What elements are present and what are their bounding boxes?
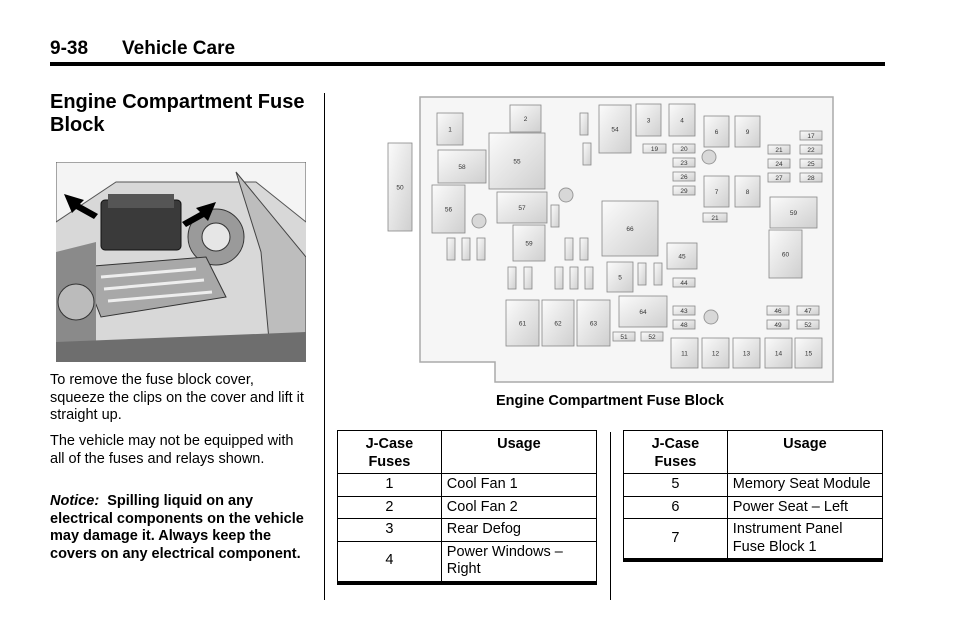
fuse-slot-label: 24	[775, 161, 783, 168]
fuse-number: 7	[624, 519, 728, 561]
fuse-slot-label: 29	[680, 188, 688, 195]
fuse-number: 1	[338, 474, 442, 497]
page-header	[50, 38, 235, 60]
fuse-slot-label: 48	[680, 322, 688, 329]
fuse-slot	[768, 173, 790, 182]
notice-label: Notice:	[50, 493, 100, 509]
fuse-slot	[768, 159, 790, 168]
fuse-usage: Instrument Panel Fuse Block 1	[727, 519, 882, 561]
fuse-slot-label: 26	[680, 174, 688, 181]
fuse-slot	[704, 176, 729, 207]
fuse-slot	[735, 176, 760, 207]
fuse-table-1	[337, 430, 597, 585]
fuse-number: 4	[338, 541, 442, 583]
fuse-slot-label: 54	[611, 126, 619, 134]
fuse-number: 5	[624, 474, 728, 497]
mini-fuse	[524, 267, 532, 289]
fuse-slot-label: 4	[680, 117, 684, 125]
fuse-slot-label: 22	[807, 147, 815, 154]
header-fuse: J-Case Fuses	[338, 431, 442, 474]
table-row	[338, 496, 597, 519]
fuse-slot	[599, 105, 631, 153]
fuse-slot	[673, 306, 695, 315]
fuse-slot	[613, 332, 635, 341]
fuse-slot-label: 25	[807, 161, 815, 168]
fuse-slot	[795, 338, 822, 368]
mini-fuse	[555, 267, 563, 289]
fuse-slot	[767, 306, 789, 315]
fuse-slot-label: 23	[680, 160, 688, 167]
fuse-slot-label: 50	[396, 184, 404, 192]
fuse-slot-label: 47	[804, 308, 812, 315]
fuse-slot-label: 9	[745, 129, 750, 136]
diagram-caption: Engine Compartment Fuse Block	[495, 393, 724, 409]
fuse-slot	[704, 116, 729, 147]
fuse-slot	[542, 300, 574, 346]
fuse-slot	[770, 197, 817, 228]
fuse-slot-label: 46	[774, 308, 782, 315]
fuse-slot-label: 63	[589, 320, 598, 328]
fuse-slot	[602, 201, 658, 256]
fuse-slot-label: 20	[680, 146, 688, 153]
mini-fuse	[477, 238, 485, 260]
fuse-slot	[765, 338, 792, 368]
fuse-number: 2	[338, 496, 442, 519]
mini-fuse	[508, 267, 516, 289]
fuse-slot-label: 21	[711, 215, 719, 222]
section-title: Vehicle Care	[122, 38, 236, 59]
fuse-slot	[607, 262, 633, 292]
mini-fuse	[580, 238, 588, 260]
fuse-slot-label: 66	[626, 226, 634, 233]
fuse-slot-label: 13	[742, 350, 751, 358]
fuse-slot-label: 1	[448, 126, 452, 134]
fuse-slot	[667, 243, 697, 269]
fuse-slot	[497, 192, 547, 223]
page-number: 9-38	[50, 38, 89, 59]
fuse-slot	[669, 104, 695, 136]
fuse-slot	[735, 116, 760, 147]
fuse-slot-label: 3	[646, 117, 651, 125]
fuse-slot-label: 52	[804, 322, 812, 329]
fuse-slot	[432, 185, 465, 233]
table-row	[338, 519, 597, 542]
fuse-slot-label: 62	[554, 320, 562, 328]
mini-fuse	[447, 238, 455, 260]
fuse-slot	[673, 158, 695, 167]
fuse-slot-label: 51	[620, 334, 628, 341]
fuse-slot	[673, 172, 695, 181]
mini-fuse	[585, 267, 593, 289]
fuse-slot	[510, 105, 541, 132]
fuse-slot-label: 12	[711, 350, 720, 358]
fuse-slot	[767, 320, 789, 329]
fuse-slot-label: 49	[774, 322, 782, 329]
fuse-slot-label: 7	[714, 189, 719, 196]
notice-text: Spilling liquid on any electrical components on the vehicle may damage it. Always keep the covers on any electrical component.	[50, 493, 304, 562]
page-title: Engine Compartment Fuse Block	[50, 91, 305, 136]
table-row	[338, 474, 597, 497]
fuse-slot-label: 17	[807, 133, 815, 140]
fuse-usage: Rear Defog	[441, 519, 596, 542]
fuse-slot	[489, 133, 545, 189]
fuse-slot-label: 59	[525, 240, 533, 248]
mini-fuse	[565, 238, 573, 260]
mini-fuse	[654, 263, 662, 285]
fuse-slot	[769, 230, 802, 278]
fuse-slot-label: 58	[458, 164, 466, 171]
fuse-table-2	[623, 430, 883, 562]
fuse-slot-label: 15	[804, 350, 813, 358]
fuse-slot	[797, 320, 819, 329]
paragraph-remove-cover: To remove the fuse block cover, squeeze the clips on the cover and lift it straight up.	[50, 372, 304, 423]
fuse-slot-label: 2	[523, 116, 528, 123]
fuse-slot-label: 60	[781, 251, 790, 259]
fuse-slot-label: 61	[518, 320, 527, 328]
fuse-slot-label: 19	[650, 146, 659, 153]
fuse-slot-label: 27	[775, 175, 783, 182]
fuse-slot-label: 14	[774, 350, 783, 358]
round-relay	[472, 214, 486, 228]
table-row	[624, 496, 883, 519]
table-row	[338, 541, 597, 583]
fuse-slot-label: 64	[639, 309, 647, 316]
table-row	[624, 474, 883, 497]
fuse-slot	[506, 300, 539, 346]
fuse-slot	[800, 159, 822, 168]
fuse-slot-label: 6	[714, 129, 719, 136]
fuse-usage: Power Windows – Right	[441, 541, 596, 583]
fuse-slot-label: 57	[518, 205, 526, 212]
fuse-usage: Cool Fan 1	[441, 474, 596, 497]
fuse-slot	[619, 296, 667, 327]
fuse-slot-label: 21	[775, 147, 783, 154]
mini-fuse	[583, 143, 591, 165]
fuse-slot-label: 5	[618, 274, 622, 282]
fuse-slot-label: 56	[444, 206, 453, 214]
mini-fuse	[570, 267, 578, 289]
fuse-usage: Power Seat – Left	[727, 496, 882, 519]
fuse-slot	[768, 145, 790, 154]
fuse-slot	[702, 338, 729, 368]
header-usage: Usage	[727, 431, 882, 474]
fuse-slot-label: 8	[745, 189, 750, 196]
fuse-slot	[513, 225, 545, 261]
fuse-slot	[800, 131, 822, 140]
fuse-slot	[673, 320, 695, 329]
fuse-slot	[437, 113, 463, 145]
fuse-slot	[703, 213, 727, 222]
fuse-number: 6	[624, 496, 728, 519]
fuse-block-diagram	[380, 95, 835, 385]
header-usage: Usage	[441, 431, 596, 474]
fuse-slot	[636, 104, 661, 136]
notice	[50, 493, 308, 563]
mini-fuse	[462, 238, 470, 260]
fuse-slot	[577, 300, 610, 346]
engine-photo	[56, 162, 306, 362]
fuse-slot	[438, 150, 486, 183]
fuse-slot	[641, 332, 663, 341]
fuse-slot	[797, 306, 819, 315]
round-relay	[702, 150, 716, 164]
paragraph-equipment: The vehicle may not be equipped with all of the fuses and relays shown.	[50, 433, 294, 467]
table-divider	[610, 432, 611, 600]
fuse-slot-label: 43	[680, 308, 688, 315]
fuse-slot-label: 52	[648, 334, 656, 341]
fuse-slot	[800, 173, 822, 182]
fuse-slot	[671, 338, 698, 368]
table-row	[624, 519, 883, 561]
fuse-slot-label: 45	[678, 253, 686, 261]
mini-fuse	[638, 263, 646, 285]
header-rule	[50, 62, 885, 66]
round-relay	[559, 188, 573, 202]
fuse-number: 3	[338, 519, 442, 542]
fuse-slot	[643, 144, 666, 153]
fuse-usage: Cool Fan 2	[441, 496, 596, 519]
mini-fuse	[551, 205, 559, 227]
fuse-usage: Memory Seat Module	[727, 474, 882, 497]
fuse-slot	[733, 338, 760, 368]
header-fuse: J-Case Fuses	[624, 431, 728, 474]
fuse-slot-label: 59	[789, 210, 798, 217]
fuse-slot	[673, 186, 695, 195]
round-relay	[704, 310, 718, 324]
mini-fuse	[580, 113, 588, 135]
fuse-slot	[388, 143, 412, 231]
fuse-slot-label: 55	[513, 158, 521, 166]
fuse-slot-label: 44	[680, 280, 688, 287]
fuse-slot-label: 11	[681, 350, 688, 358]
column-divider	[324, 93, 325, 600]
fuse-slot-label: 28	[807, 175, 815, 182]
fuse-slot	[673, 144, 695, 153]
fuse-slot	[800, 145, 822, 154]
fuse-slot	[673, 278, 695, 287]
